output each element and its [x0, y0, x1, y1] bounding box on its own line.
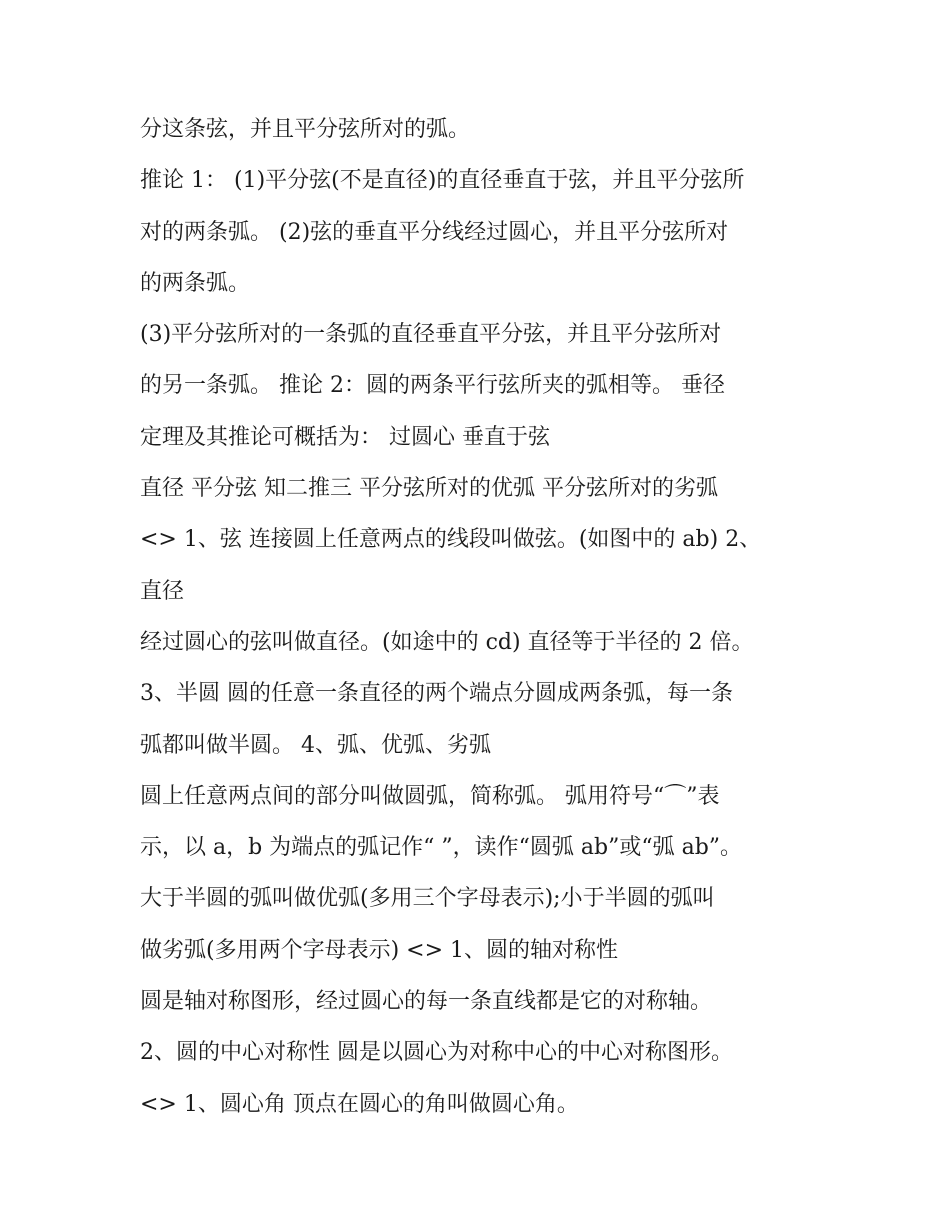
text-line: 的另一条弧。 推论 2：圆的两条平行弦所夹的弧相等。 垂径: [140, 373, 725, 399]
text-line: 直径: [140, 578, 185, 604]
text-line: 圆是轴对称图形，经过圆心的每一条直线都是它的对称轴。: [140, 989, 713, 1015]
text-line: <> 1、弦 连接圆上任意两点的线段叫做弦。(如图中的 ab) 2、: [140, 527, 762, 553]
text-line: <> 1、圆心角 顶点在圆心的角叫做圆心角。: [140, 1091, 579, 1117]
text-line: (3)平分弦所对的一条弧的直径垂直平分弦，并且平分弦所对: [140, 322, 722, 348]
text-line: 2、圆的中心对称性 圆是以圆心为对称中心的中心对称图形。: [140, 1040, 733, 1066]
text-line: 做劣弧(多用两个字母表示) <> 1、圆的轴对称性: [140, 937, 619, 963]
text-line: 圆上任意两点间的部分叫做圆弧，简称弧。 弧用符号“⌒”表: [140, 783, 720, 809]
text-line: 示，以 a，b 为端点的弧记作“ ”，读作“圆弧 ab”或“弧 ab”。: [140, 835, 743, 861]
body-text: [140, 108, 830, 1134]
text-line: 分这条弦，并且平分弦所对的弧。: [140, 117, 471, 142]
text-line: 直径 平分弦 知二推三 平分弦所对的优弧 平分弦所对的劣弧: [140, 476, 718, 502]
text-line: 大于半圆的弧叫做优弧(多用三个字母表示);小于半圆的弧叫: [140, 886, 715, 912]
text-line: 对的两条弧。 (2)弦的垂直平分线经过圆心，并且平分弦所对: [140, 219, 729, 245]
text-line: 3、半圆 圆的任意一条直径的两个端点分圆成两条弧，每一条: [140, 681, 733, 707]
text-line: 弧都叫做半圆。 4、弧、优弧、劣弧: [140, 732, 491, 758]
text-line: 推论 1： (1)平分弦(不是直径)的直径垂直于弦，并且平分弦所: [140, 168, 745, 194]
text-line: 经过圆心的弦叫做直径。(如途中的 cd) 直径等于半径的 2 倍。: [140, 629, 754, 655]
text-line: 的两条弧。: [140, 270, 251, 296]
text-line: 定理及其推论可概括为： 过圆心 垂直于弦: [140, 424, 550, 450]
